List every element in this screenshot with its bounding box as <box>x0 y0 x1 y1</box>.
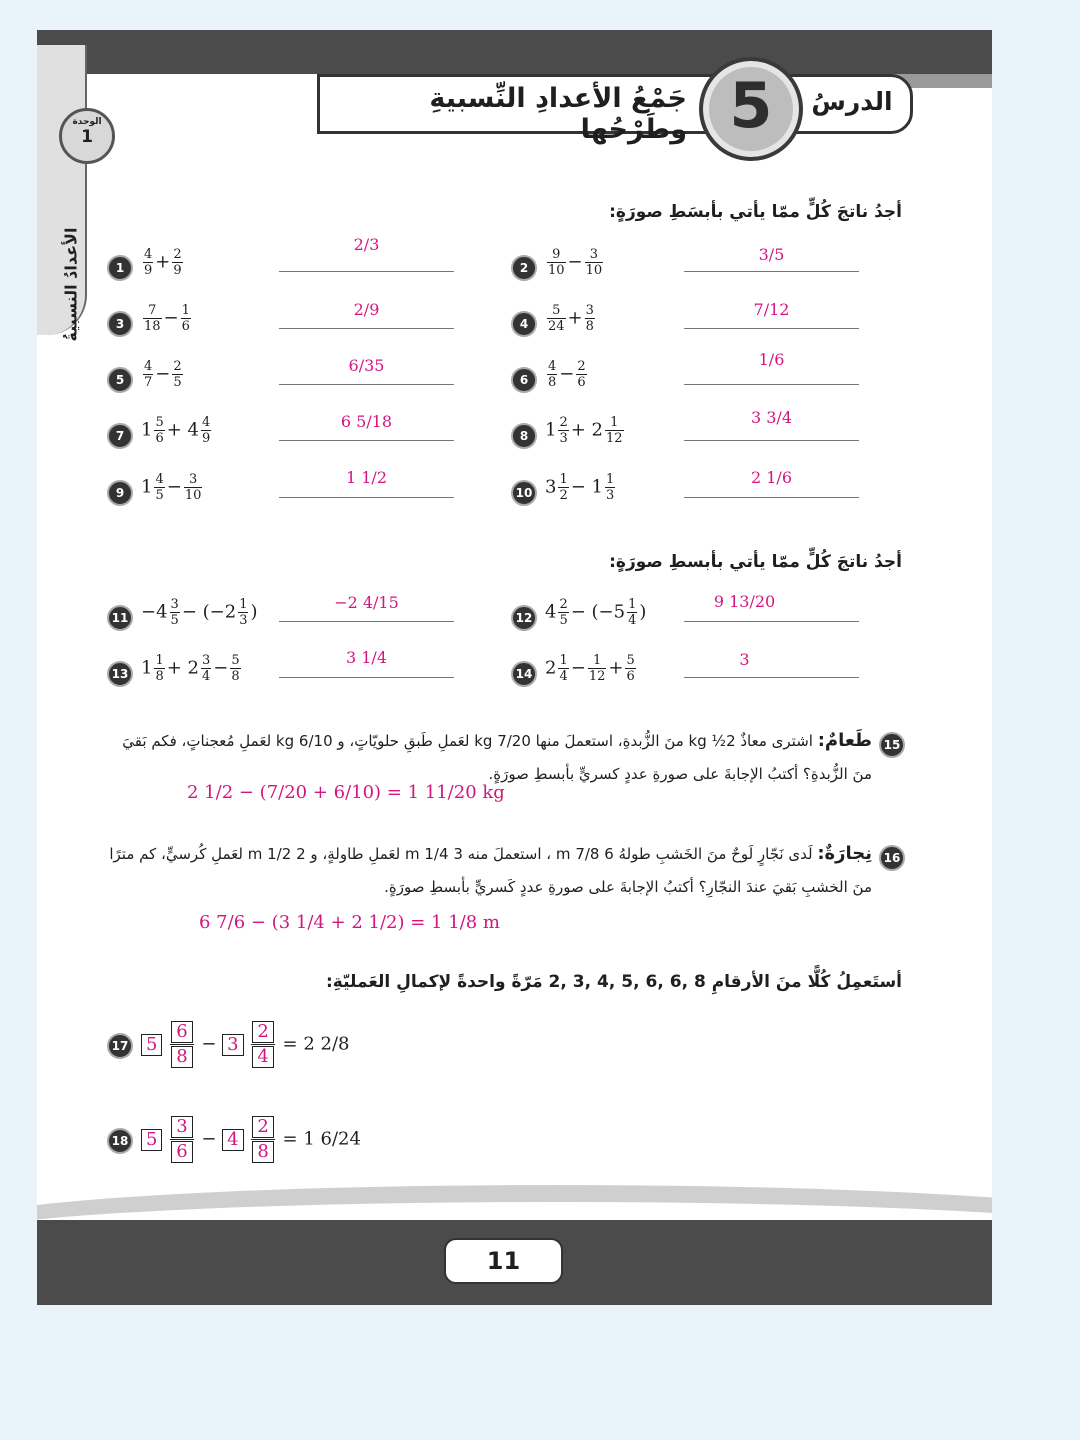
answer-line <box>684 621 859 622</box>
q15-line1: اشترى معاذٌ 2½ kg منَ الزُّبدةِ، استعملَ منها 7/20 kg لعَملِ طَبقِ حلويّاتٍ، و 6/10 kg لعَملِ مُعجناتٍ، فكم بَقيَ <box>122 732 813 750</box>
problem-number: 14 <box>511 661 537 687</box>
problem-expression: $\frac{4}{7}$ − $\frac{2}{5}$ <box>144 359 182 390</box>
q17-box[interactable]: 6 <box>171 1021 192 1043</box>
q17-box[interactable]: 4 <box>252 1046 273 1068</box>
problem-expression: $\frac{9}{10}$ − $\frac{3}{10}$ <box>548 247 603 278</box>
problem-expression: 3 $\frac{1}{2}$ − 1 $\frac{1}{3}$ <box>545 472 615 503</box>
problem-expression: $\frac{4}{8}$ − $\frac{2}{6}$ <box>548 359 586 390</box>
q17-result: 2 2/8 <box>303 1033 350 1055</box>
unit-side-title: الأعدادُ النسبيةُ <box>61 227 81 342</box>
q18-box[interactable]: 4 <box>222 1129 243 1151</box>
problem-number: 17 <box>107 1033 133 1059</box>
q15-text-2: منَ الزُّبدةِ؟ أكتبُ الإجابةَ على صورةِ عددٍ كسريٍّ بأبسطِ صورَةٍ. <box>488 765 872 783</box>
problem-expression: $\frac{7}{18}$ − $\frac{1}{6}$ <box>144 303 190 334</box>
problem-number: 1 <box>107 255 133 281</box>
q17-box[interactable]: 3 <box>222 1034 243 1056</box>
problem-expression: 1 $\frac{2}{3}$ + 2 $\frac{1}{12}$ <box>545 415 623 446</box>
problem-expression: 2 $\frac{1}{4}$ − $\frac{1}{12}$ + $\frac{5}{6}$ <box>545 653 635 684</box>
page-number: 11 <box>444 1238 563 1284</box>
answer-value: 7/12 <box>753 300 790 319</box>
answer-line <box>684 440 859 441</box>
q15-text <box>97 725 872 757</box>
problem-number: 13 <box>107 661 133 687</box>
q18-box[interactable]: 5 <box>141 1129 162 1151</box>
problem-number: 12 <box>511 605 537 631</box>
q18-box[interactable]: 2 <box>252 1116 273 1138</box>
answer-value: 1 1/2 <box>345 468 387 487</box>
q15-answer: 2 1/2 − (7/20 + 6/10) = 1 11/20 kg <box>187 782 505 803</box>
answer-line <box>684 384 859 385</box>
answer-value: 6/35 <box>348 356 385 375</box>
problem-number: 2 <box>511 255 537 281</box>
problem-number: 8 <box>511 423 537 449</box>
q16-label: نِجارَةٌ: <box>817 843 872 864</box>
problem-number: 6 <box>511 367 537 393</box>
problem-expression: $\frac{5}{24}$ + $\frac{3}{8}$ <box>548 303 594 334</box>
problem-expression: −4 $\frac{3}{5}$ − (−2 $\frac{1}{3}$ ) <box>141 597 258 628</box>
answer-value: 3 1/4 <box>345 648 387 667</box>
problem-expression: 1 $\frac{5}{6}$ + 4 $\frac{4}{9}$ <box>141 415 211 446</box>
problem-number: 9 <box>107 480 133 506</box>
answer-value: 2/9 <box>353 300 380 319</box>
answer-value: 6 5/18 <box>340 412 393 431</box>
section1-instruction: أجدُ ناتجَ كُلٍّ ممّا يأتي بأبسَطِ صورَةٍ: <box>609 202 902 222</box>
section2-instruction: أجدُ ناتجَ كُلٍّ ممّا يأتي بأبسطِ صورَةٍ: <box>609 552 902 572</box>
answer-line <box>684 328 859 329</box>
answer-value: 2 1/6 <box>750 468 792 487</box>
lesson-number-badge <box>699 57 803 161</box>
q16-line1: لَدى نَجّارٍ لَوحٌ منَ الخَشبِ طولهُ 6 7/8 m ، استعملَ منه 3 1/4 m لعَملِ طاولةٍ، و 2 1/2 m لعَملِ كُرسيٍّ، كم مترًا <box>109 845 813 863</box>
top-band <box>37 30 992 74</box>
q17-expression: 5 $\frac{6}{8}$ − 3 $\frac{2}{4}$ = 2 2/8 <box>141 1020 350 1069</box>
problem-number: 3 <box>107 311 133 337</box>
q16-text-2: منَ الخشبِ بَقيَ عندَ النجّارِ؟ أكتبُ الإجابةَ على صورةِ عددٍ كَسريٍّ بأبسطِ صورَةٍ. <box>384 878 872 896</box>
answer-line <box>684 497 859 498</box>
q17-box[interactable]: 2 <box>252 1021 273 1043</box>
answer-value: 9 13/20 <box>713 592 776 611</box>
answer-line <box>279 497 454 498</box>
answer-value: 3/5 <box>758 245 785 264</box>
unit-number: 1 <box>81 127 93 147</box>
answer-line <box>684 677 859 678</box>
q18-box[interactable]: 3 <box>171 1116 192 1138</box>
q16-text <box>97 838 872 870</box>
unit-label: الوحدة <box>72 117 102 127</box>
lesson-number: 5 <box>729 69 773 142</box>
problem-number: 7 <box>107 423 133 449</box>
answer-value: 2/3 <box>353 235 380 254</box>
q18-box[interactable]: 8 <box>252 1141 273 1163</box>
answer-value: −2 4/15 <box>334 593 399 612</box>
problem-number: 15 <box>879 732 905 758</box>
q15-label: طَعامٌ: <box>817 730 872 751</box>
problem-number: 16 <box>879 845 905 871</box>
q18-expression: 5 $\frac{3}{6}$ − 4 $\frac{2}{8}$ = 1 6/24 <box>141 1115 361 1164</box>
unit-side-tab <box>37 45 87 342</box>
problem-number: 10 <box>511 480 537 506</box>
problem-number: 4 <box>511 311 537 337</box>
problem-expression: 1 $\frac{1}{8}$ + 2 $\frac{3}{4}$ − $\frac{5}{8}$ <box>141 653 240 684</box>
problem-expression: 4 $\frac{2}{5}$ − (−5 $\frac{1}{4}$ ) <box>545 597 647 628</box>
answer-line <box>279 677 454 678</box>
answer-value: 3 <box>739 650 750 669</box>
answer-value: 3 3/4 <box>750 408 792 427</box>
lesson-word: الدرسُ <box>811 87 893 116</box>
problem-number: 5 <box>107 367 133 393</box>
workbook-page <box>37 30 992 1305</box>
answer-line <box>279 621 454 622</box>
q17-box[interactable]: 8 <box>171 1046 192 1068</box>
section3-instruction: أستَعمِلُ كُلًّا منَ الأرقامِ 8 ,6 ,6 ,5 ,4 ,3 ,2 مَرّةً واحدةً لإكمالِ العَمليّةِ: <box>325 972 902 992</box>
answer-line <box>279 440 454 441</box>
answer-line <box>684 271 859 272</box>
answer-line <box>279 384 454 385</box>
problem-number: 18 <box>107 1128 133 1154</box>
problem-number: 11 <box>107 605 133 631</box>
problem-expression: 1 $\frac{4}{5}$ − $\frac{3}{10}$ <box>141 472 202 503</box>
q17-box[interactable]: 5 <box>141 1034 162 1056</box>
problem-expression: $\frac{4}{9}$ + $\frac{2}{9}$ <box>144 247 182 278</box>
q16-answer: 6 7/6 − (3 1/4 + 2 1/2) = 1 1/8 m <box>199 912 500 933</box>
lesson-title: جَمْعُ الأعدادِ النِّسبيةِ وطَرْحُها <box>429 83 687 145</box>
answer-line <box>279 328 454 329</box>
q18-box[interactable]: 6 <box>171 1141 192 1163</box>
answer-value: 1/6 <box>758 350 785 369</box>
q18-result: 1 6/24 <box>303 1128 361 1150</box>
unit-badge <box>59 108 115 164</box>
answer-line <box>279 271 454 272</box>
